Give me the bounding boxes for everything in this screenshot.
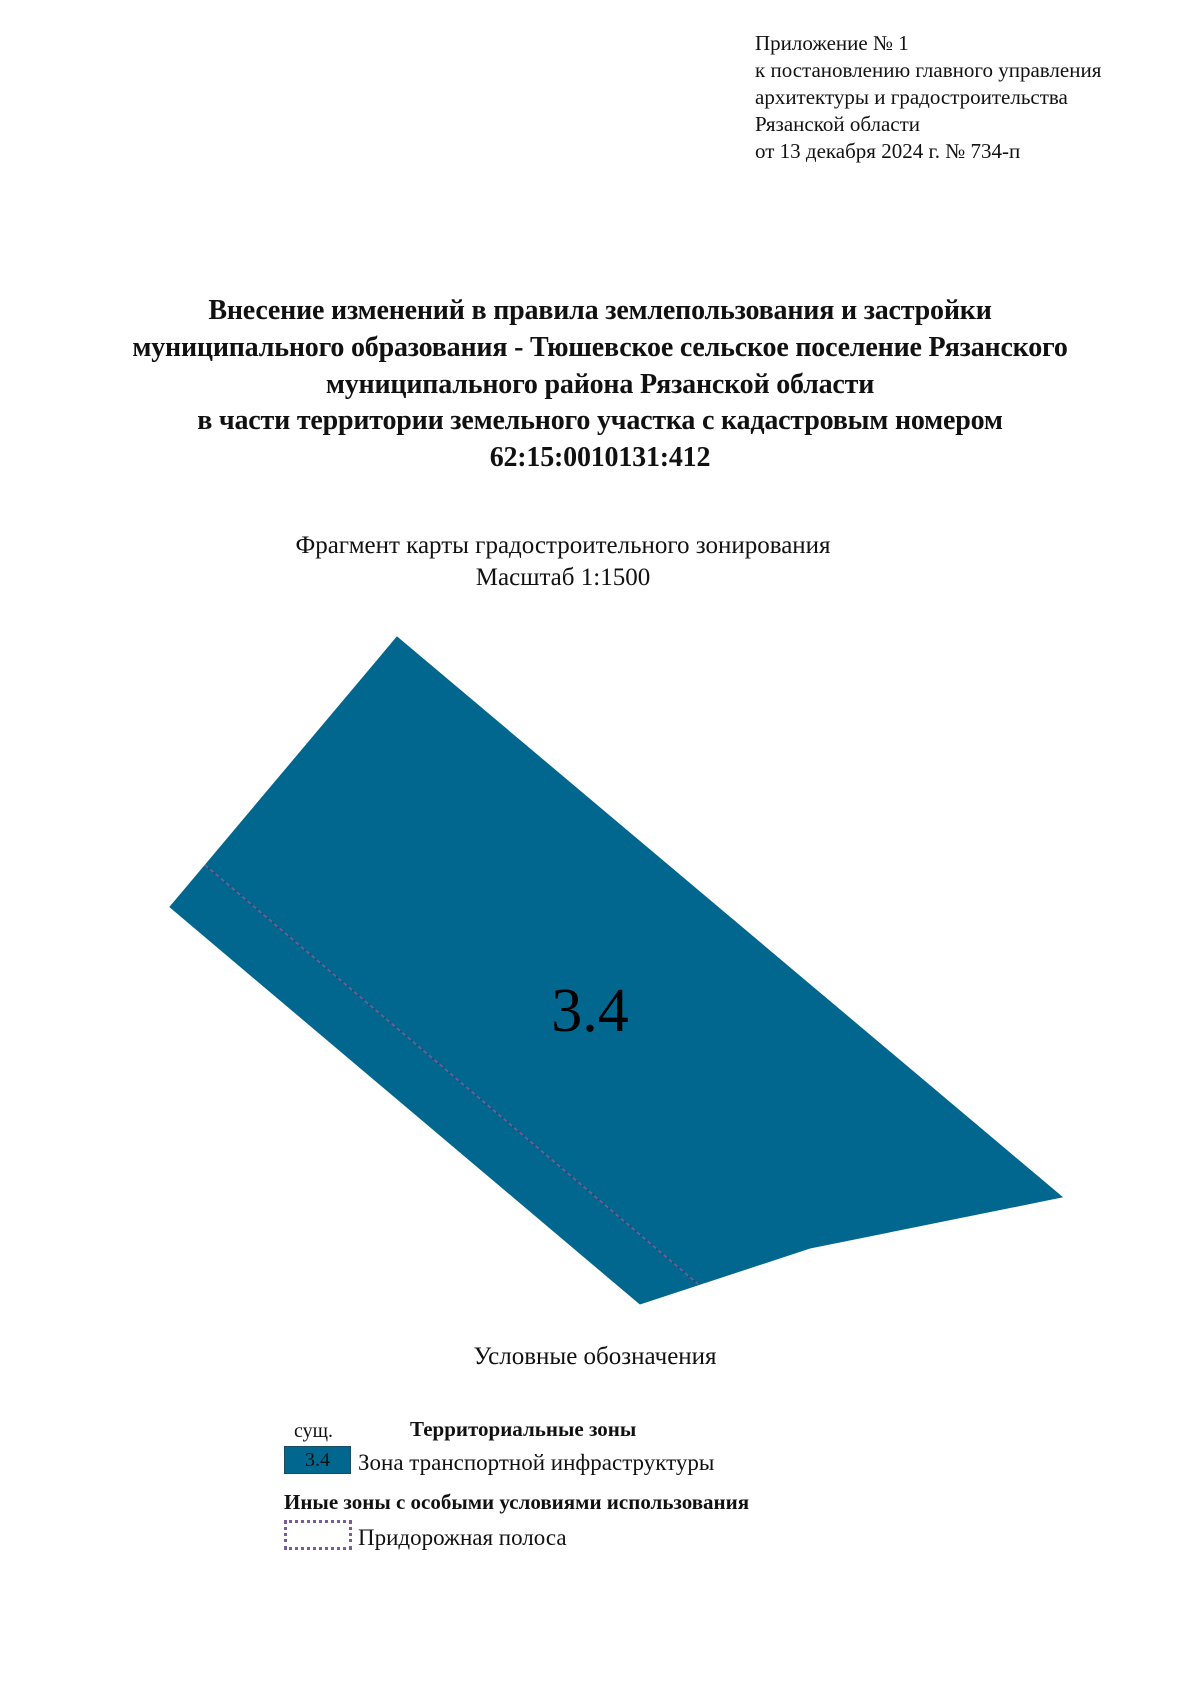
title-line-3: муниципального района Рязанской области [325,368,875,400]
map-fragment-title: Фрагмент карты градостроительного зонирования [295,532,831,559]
appendix-line-2: к постановлению главного управления [755,58,1102,82]
map-scale: Масштаб 1:1500 [475,564,651,591]
zone-3-4-parcel[interactable] [170,637,1062,1304]
legend-other-zones-title: Иные зоны с особыми условиями использования [284,1490,750,1514]
title-line-4: в части территории земельного участка с кадастровым номером [197,405,1003,437]
legend-roadside-label: Придорожная полоса [358,1525,567,1550]
legend-zone-label: Зона транспортной инфраструктуры [358,1450,715,1475]
zone-code-label: 3.4 [551,977,629,1045]
legend-existing-label: сущ. [294,1420,334,1442]
legend-roadside-swatch [284,1520,352,1550]
appendix-line-3: архитектуры и градостроительства [755,85,1068,109]
title-line-2: муниципального образования - Тюшевское сельское поселение Рязанского [132,331,1068,363]
appendix-number: Приложение № 1 [755,31,909,55]
cadastral-number: 62:15:0010131:412 [489,442,711,474]
appendix-line-4: Рязанской области [755,112,921,136]
appendix-date-number: от 13 декабря 2024 г. № 734-п [755,139,1021,163]
title-line-1: Внесение изменений в правила землепользования и застройки [208,295,992,326]
legend-title: Условные обозначения [473,1343,717,1370]
legend-territorial-zones-title: Территориальные зоны [410,1417,637,1441]
legend-zone-swatch: 3.4 [284,1446,351,1474]
